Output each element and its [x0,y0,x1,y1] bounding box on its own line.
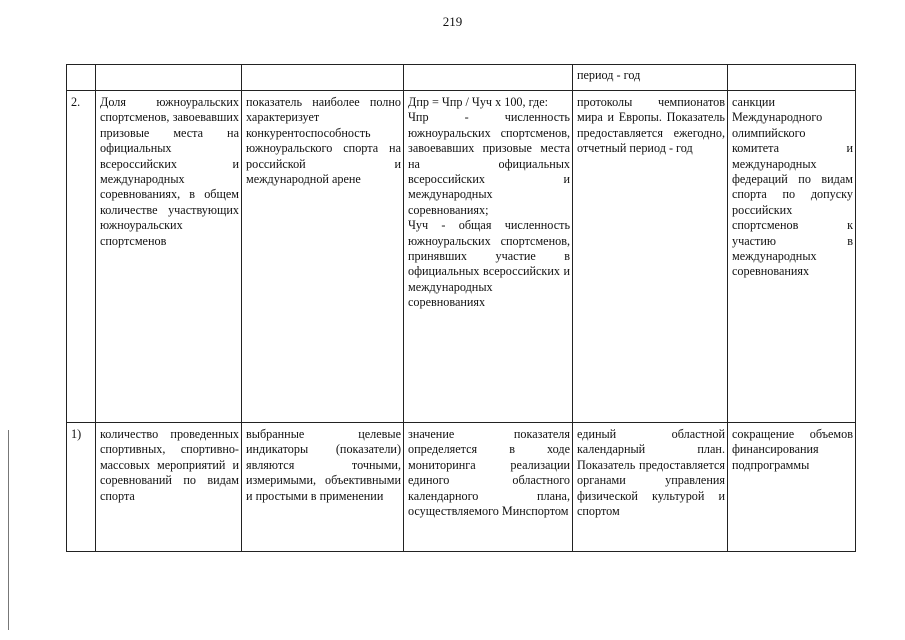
cell-justification [242,65,404,91]
page-number: 219 [442,14,463,29]
cell-method: Дпр = Чпр / Чуч х 100, где: Чпр - численность южноуральских спортсменов, завоевавших призовые места на официальных всероссийских и международных соревнованиях; Чуч - общая численность южноуральских спортсменов, принявших участие в официальных всероссийских и международных соревнованиях [404,91,573,423]
cell-justification: показатель наиболее полно характеризует конкурентоспособность южноуральского спорта на российской и международной арене [242,91,404,423]
cell-risks [728,65,856,91]
indicator-table [66,64,856,552]
cell-risks: сокращение объемов финансирования подпрограммы [728,423,856,552]
table-row-indicator-2 [67,91,856,423]
cell-method: значение показателя определяется в ходе мониторинга реализации единого областного календарного плана, осуществляемого Минспортом [404,423,573,552]
cell-method [404,65,573,91]
cell-source: единый областной календарный план. Показатель предоставляется органами управления физической культурой и спортом [573,423,728,552]
cell-risks: санкции Международного олимпийского комитета и международных федераций по видам спорта по допуску российских спортсменов к участию в международных соревнованиях [728,91,856,423]
cell-number [67,65,96,91]
cell-indicator: Доля южноуральских спортсменов, завоевавших призовые места на официальных всероссийских и международных соревнованиях, в общем количестве участвующих южноуральских спортсменов [96,91,242,423]
cell-source: период - год [573,65,728,91]
cell-indicator [96,65,242,91]
cell-justification: выбранные целевые индикаторы (показатели) являются точными, измеримыми, объективными и простыми в применении [242,423,404,552]
scan-margin-line [8,430,9,630]
table-row-indicator-1 [67,423,856,552]
table-row-continuation [67,65,856,91]
cell-source: протоколы чемпионатов мира и Европы. Показатель предоставляется ежегодно, отчетный период - год [573,91,728,423]
cell-number: 2. [67,91,96,423]
cell-number: 1) [67,423,96,552]
cell-indicator: количество проведенных спортивных, спортивно-массовых мероприятий и соревнований по видам спорта [96,423,242,552]
